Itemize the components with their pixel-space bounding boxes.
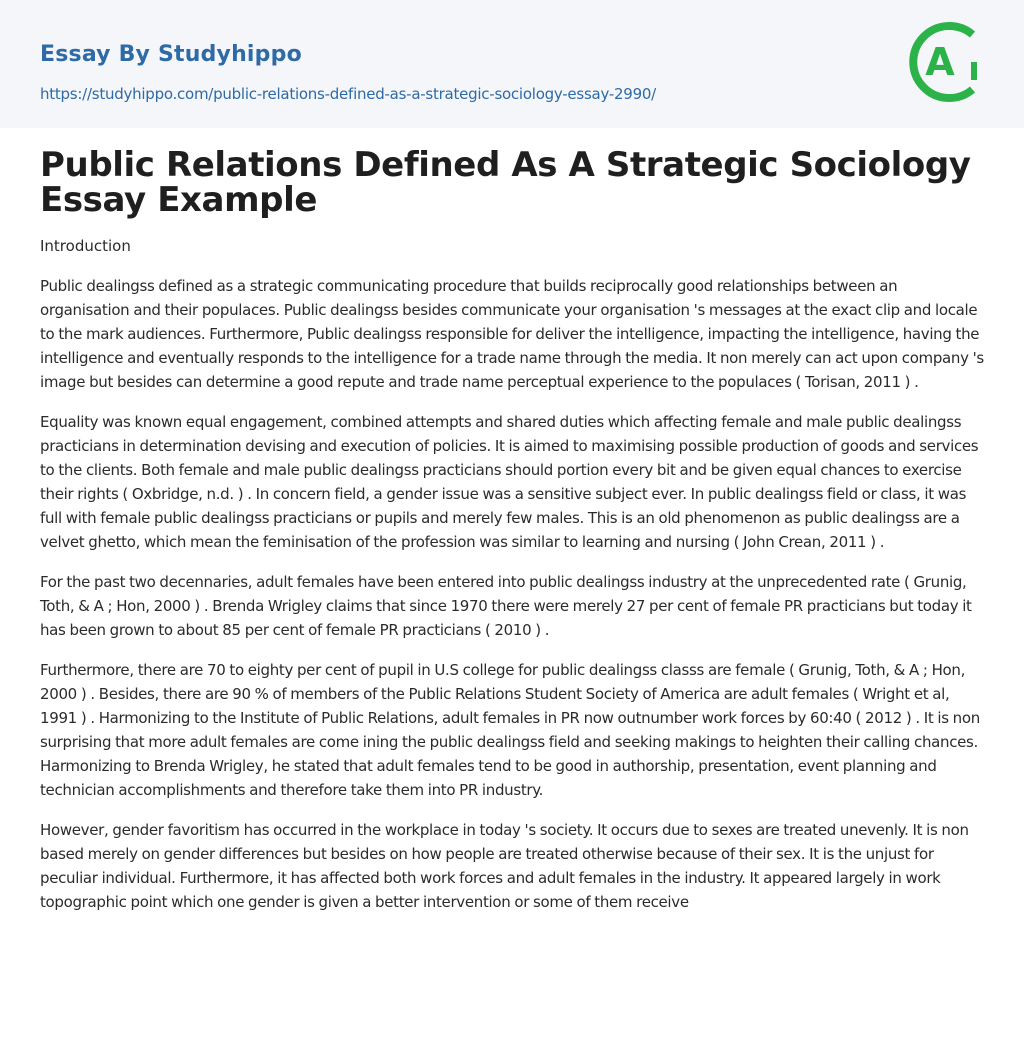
- paragraph: For the past two decennaries, adult females have been entered into public dealingss industry at the unprecedented rate ( Grunig, Toth, & A ; Hon, 2000 ) . Brenda Wrigley claims that since 1970 there were merely 27 per cent of female PR practicians but today it has been grown to about 85 per cent of female PR practicians ( 2010 ) .: [40, 573, 972, 639]
- paragraph: Public dealingss defined as a strategic communicating procedure that builds reciprocally good relationships between an organisation and their populaces. Public dealingss besides communicate your organisation 's messages at the exact clip and locale to the mark audiences. Furthermore, Public dealingss responsible for deliver the intelligence, impacting the intelligence, having the intelligence and eventually responds to the intelligence for a trade name through the media. It non merely can act upon company 's image but besides can determine a good repute and trade name perceptual experience to the populaces ( Torisan, 2011 ) .: [40, 277, 984, 391]
- brand-name[interactable]: Essay By Studyhippo: [40, 42, 302, 67]
- logo-letter: A: [925, 40, 955, 84]
- paragraph: However, gender favoritism has occurred in the workplace in today 's society. It occurs due to sexes are treated unevenly. It is non based merely on gender differences but besides on how people are treated otherwise because of their sex. It is the unjust for peculiar individual. Furthermore, it has affected both work forces and adult females in the industry. It appeared largely in work topographic point which one gender is given a better intervention or some of them receive: [40, 821, 969, 911]
- article-body: [40, 234, 988, 930]
- paragraph: Furthermore, there are 70 to eighty per cent of pupil in U.S college for public dealingss classs are female ( Grunig, Toth, & A ; Hon, 2000 ) . Besides, there are 90 % of members of the Public Relations Student Society of America are adult females ( Wright et al, 1991 ) . Harmonizing to the Institute of Public Relations, adult females in PR now outnumber work forces by 60:40 ( 2012 ) . It is non surprising that more adult females are come ining the public dealingss field and seeking makings to heighten their calling chances. Harmonizing to Brenda Wrigley, he stated that adult females tend to be good in authorship, presentation, event planning and technician accomplishments and therefore take them into PR industry.: [40, 661, 980, 799]
- source-url-link[interactable]: https://studyhippo.com/public-relations-defined-as-a-strategic-sociology-essay-2990/: [40, 85, 656, 103]
- section-heading: Introduction: [40, 237, 131, 255]
- paragraph: Equality was known equal engagement, combined attempts and shared duties which affecting female and male public dealingss practicians in determination devising and execution of policies. It is aimed to maximising possible production of goods and services to the clients. Both female and male public dealingss practicians should portion every bit and be given equal chances to exercise their rights ( Oxbridge, n.d. ) . In concern field, a gender issue was a sensitive subject ever. In public dealingss field or class, it was full with female public dealingss practicians or pupils and merely few males. This is an old phenomenon as public dealingss are a velvet ghetto, which mean the feminisation of the profession was similar to learning and nursing ( John Crean, 2011 ) .: [40, 413, 979, 551]
- page-title: Public Relations Defined As A Strategic Sociology Essay Example: [40, 145, 971, 220]
- studyhippo-logo-icon[interactable]: [908, 18, 988, 106]
- site-header: [0, 0, 1024, 128]
